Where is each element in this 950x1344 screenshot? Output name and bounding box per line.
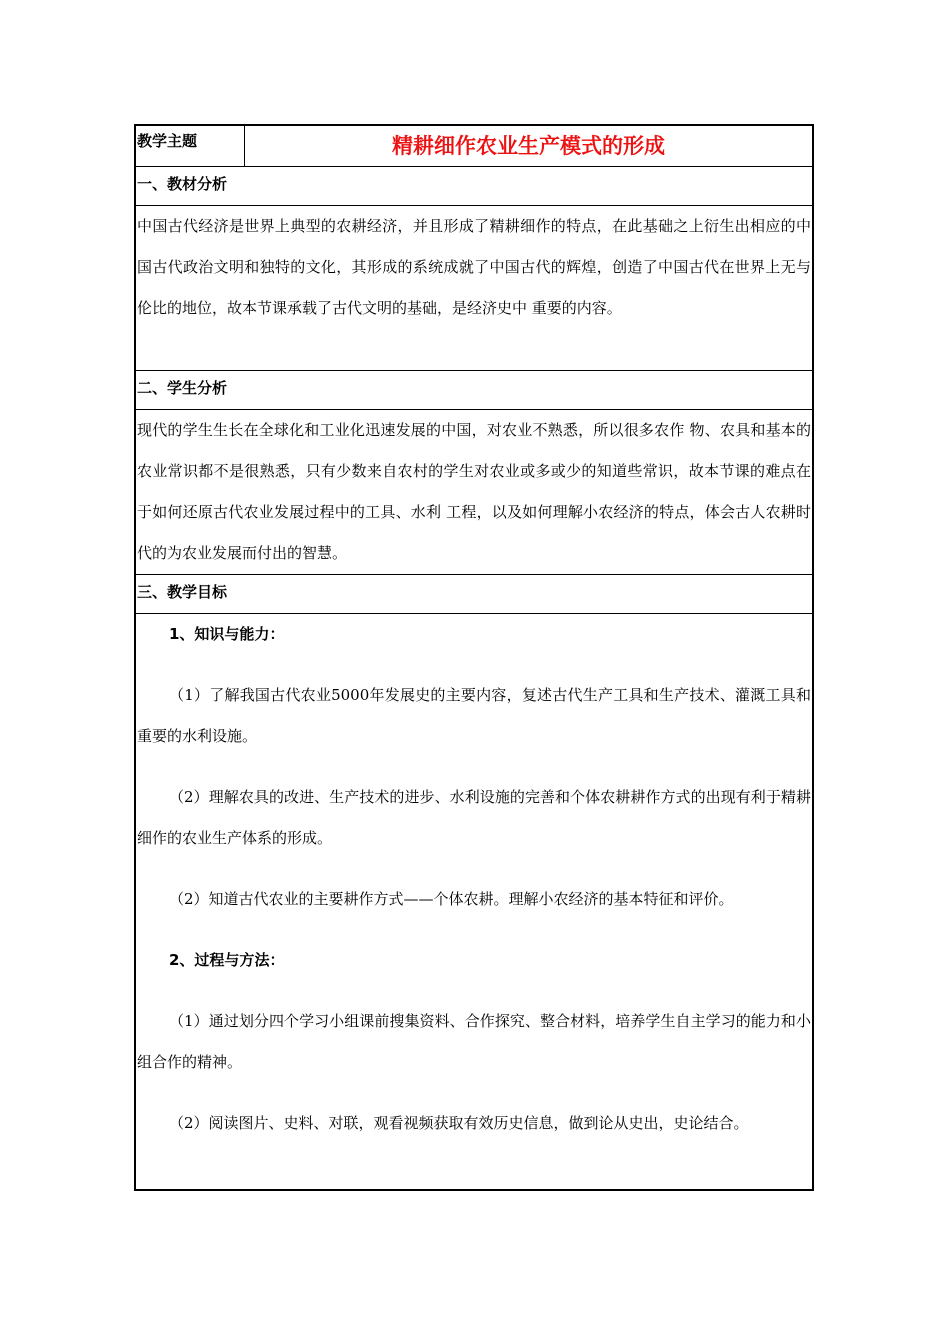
knowledge-item-3: （2）知道古代农业的主要耕作方式——个体农耕。理解小农经济的基本特征和评价。 (169, 890, 734, 908)
topic-label: 教学主题 (136, 126, 245, 166)
topic-row (136, 126, 812, 167)
knowledge-item-1: （1）了解我国古代农业5000年发展史的主要内容，复述古代生产工具和生产技术、灌溉工具和重要的水利设施。 (137, 686, 811, 745)
spacer (137, 981, 811, 1001)
knowledge-item-2: （2）理解农具的改进、生产技术的进步、水利设施的完善和个体农耕耕作方式的出现有利于精耕细作的农业生产体系的形成。 (137, 788, 811, 847)
spacer (137, 655, 811, 675)
process-item-2: （2）阅读图片、史料、对联，观看视频获取有效历史信息，做到论从史出，史论结合。 (169, 1114, 749, 1132)
spacer (137, 757, 811, 777)
textbook-analysis-body: 中国古代经济是世界上典型的农耕经济，并且形成了精耕细作的特点，在此基础之上衍生出相应的中国古代政治文明和独特的文化，其形成的系统成就了中国古代的辉煌，创造了中国古代在世界上无与伦比的地位，故本节课承载了古代文明的基础，是经济史中 重要的内容。 (136, 206, 812, 371)
student-analysis-heading: 二、学生分析 (136, 371, 812, 410)
topic-title: 精耕细作农业生产模式的形成 (392, 134, 665, 158)
lesson-plan-table (134, 124, 814, 1191)
spacer (137, 920, 811, 940)
process-item-1: （1）通过划分四个学习小组课前搜集资料、合作探究、整合材料，培养学生自主学习的能力和小组合作的精神。 (137, 1012, 811, 1071)
process-method-title: 2、过程与方法： (169, 951, 285, 969)
student-analysis-body: 现代的学生生长在全球化和工业化迅速发展的中国，对农业不熟悉，所以很多农作 物、农具和基本的农业常识都不是很熟悉，只有少数来自农村的学生对农业或多或少的知道些常识，故本节课的难点在于如何还原古代农业发展过程中的工具、水利 工程，以及如何理解小农经济的特点，体会古人农耕时代的为农业发展而付出的智慧。 (136, 410, 812, 575)
textbook-analysis-heading: 一、教材分析 (136, 167, 812, 206)
teaching-goals-body (136, 614, 812, 1189)
spacer (137, 1083, 811, 1103)
knowledge-ability-title: 1、知识与能力： (169, 625, 285, 643)
teaching-goals-heading: 三、教学目标 (136, 575, 812, 614)
spacer (137, 859, 811, 879)
